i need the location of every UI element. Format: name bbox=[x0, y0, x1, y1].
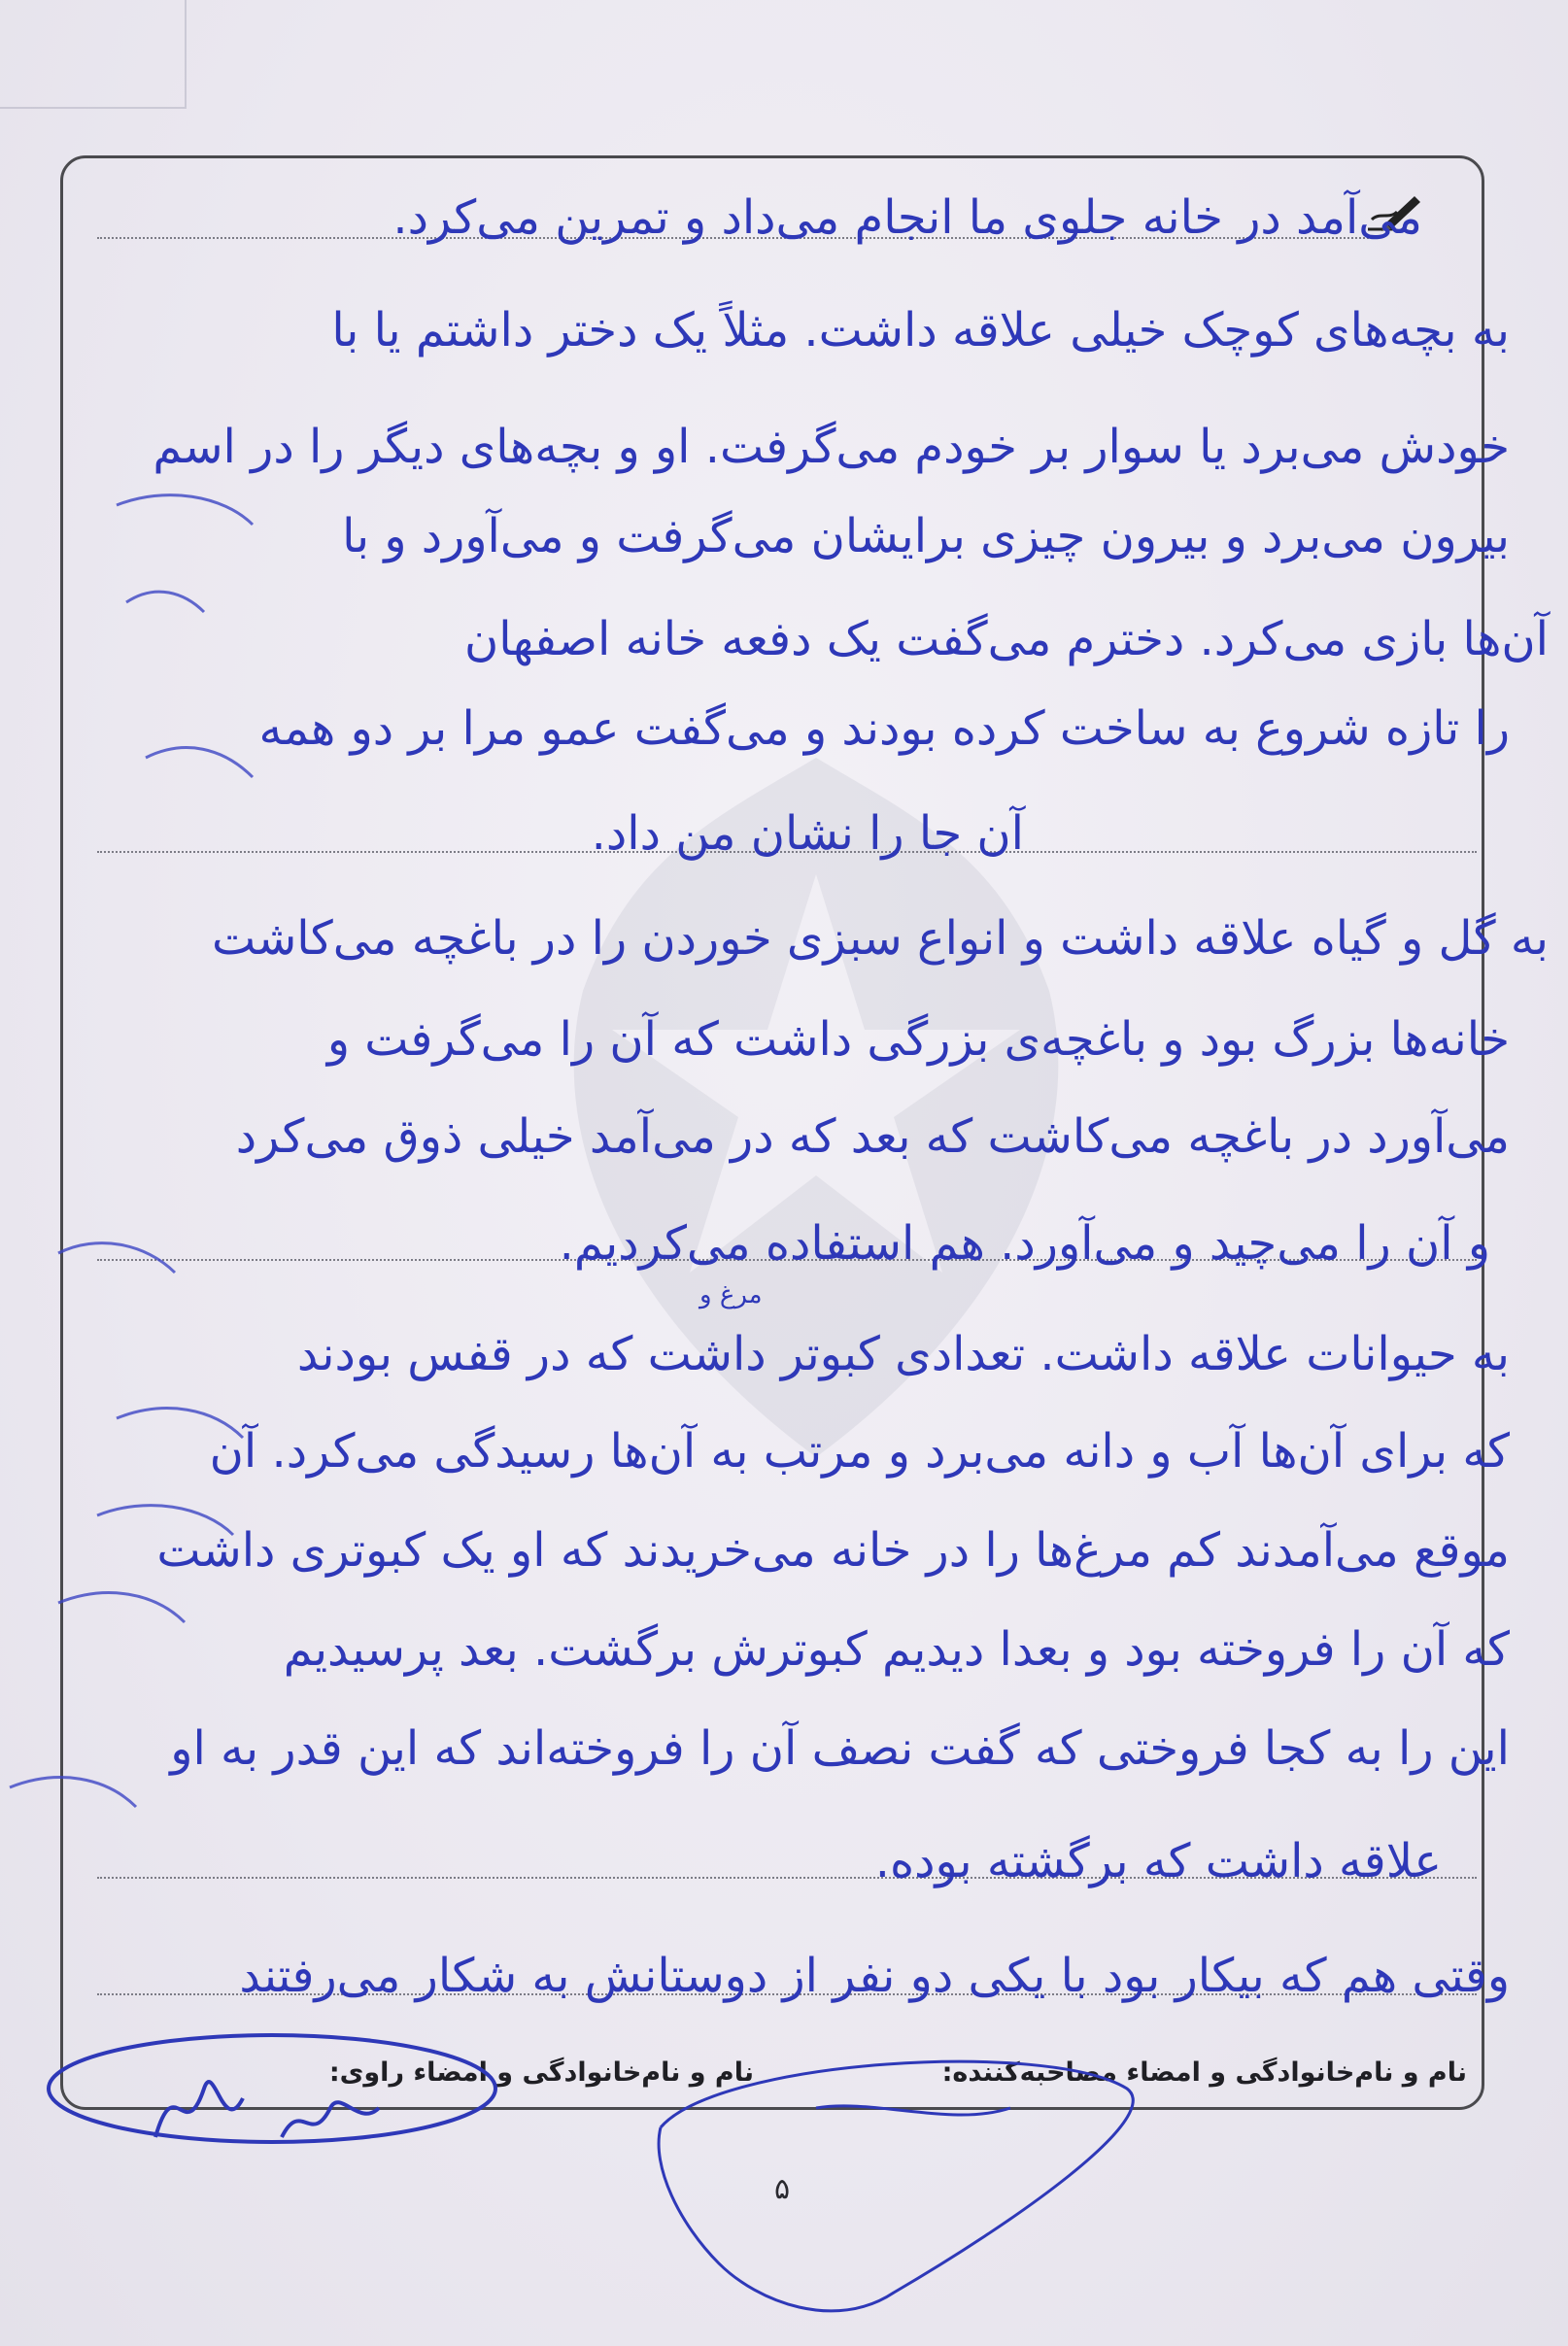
interviewer-signature-label: نام و نام‌خانوادگی و امضاء مصاحبه‌کننده: bbox=[941, 2057, 1467, 2088]
handwritten-line: را تازه شروع به ساخت کرده بودند و می‌گفت عمو مرا بر دو همه bbox=[258, 701, 1510, 756]
handwritten-line: می‌آورد در باغچه می‌کاشت که بعد که در می‌آمد خیلی ذوق می‌کرد bbox=[235, 1109, 1510, 1164]
handwritten-line: به حیوانات علاقه داشت. تعدادی کبوتر داشت که در قفس بودند bbox=[296, 1327, 1510, 1381]
handwritten-line: آن‌ها بازی می‌کرد. دخترم می‌گفت یک دفعه خانه اصفهان bbox=[463, 612, 1549, 666]
handwritten-line: خودش می‌برد یا سوار بر خودم می‌گرفت. او و بچه‌های دیگر را در اسم bbox=[153, 420, 1510, 474]
page-number: ۵ bbox=[773, 2172, 791, 2206]
handwritten-line: آن جا را نشان من داد. bbox=[591, 806, 1024, 861]
handwritten-line: به بچه‌های کوچک خیلی علاقه داشت. مثلاً یک دختر داشتم یا با bbox=[331, 303, 1510, 357]
handwritten-line: وقتی هم که بیکار بود با یکی دو نفر از دوستانش به شکار می‌رفتند bbox=[239, 1949, 1510, 2003]
handwritten-line: به گل و گیاه علاقه داشت و انواع سبزی خوردن را در باغچه می‌کاشت bbox=[211, 911, 1549, 966]
handwritten-line: موقع می‌آمدند کم مرغ‌ها را در خانه می‌خریدند که او یک کبوتری داشت bbox=[156, 1523, 1510, 1578]
handwritten-line: می‌آمد در خانه جلوی ما انجام می‌داد و تمرین می‌کرد. bbox=[392, 190, 1422, 245]
handwritten-line: این را به کجا فروختی که گفت نصف آن را فروخته‌اند که این قدر به او bbox=[170, 1721, 1510, 1776]
corner-stamp bbox=[0, 0, 187, 109]
handwritten-line: علاقه داشت که برگشته بوده. bbox=[874, 1834, 1442, 1888]
narrator-signature-label: نام و نام‌خانوادگی و امضاء راوی: bbox=[328, 2057, 754, 2088]
handwritten-line: بیرون می‌برد و بیرون چیزی برایشان می‌گرفت و می‌آورد و با bbox=[342, 509, 1510, 563]
handwritten-line: که آن را فروخته بود و بعدا دیدیم کبوترش برگشت. بعد پرسیدیم bbox=[283, 1622, 1510, 1677]
handwritten-line: و آن را می‌چید و می‌آورد. هم استفاده می‌کردیم. bbox=[559, 1216, 1490, 1271]
handwritten-line: خانه‌ها بزرگ بود و باغچه‌ی بزرگی داشت که آن را می‌گرفت و bbox=[326, 1012, 1510, 1067]
interlinear-note: مرغ و bbox=[699, 1280, 763, 1309]
handwritten-line: که برای آن‌ها آب و دانه می‌برد و مرتب به آن‌ها رسیدگی می‌کرد. آن bbox=[209, 1424, 1510, 1479]
